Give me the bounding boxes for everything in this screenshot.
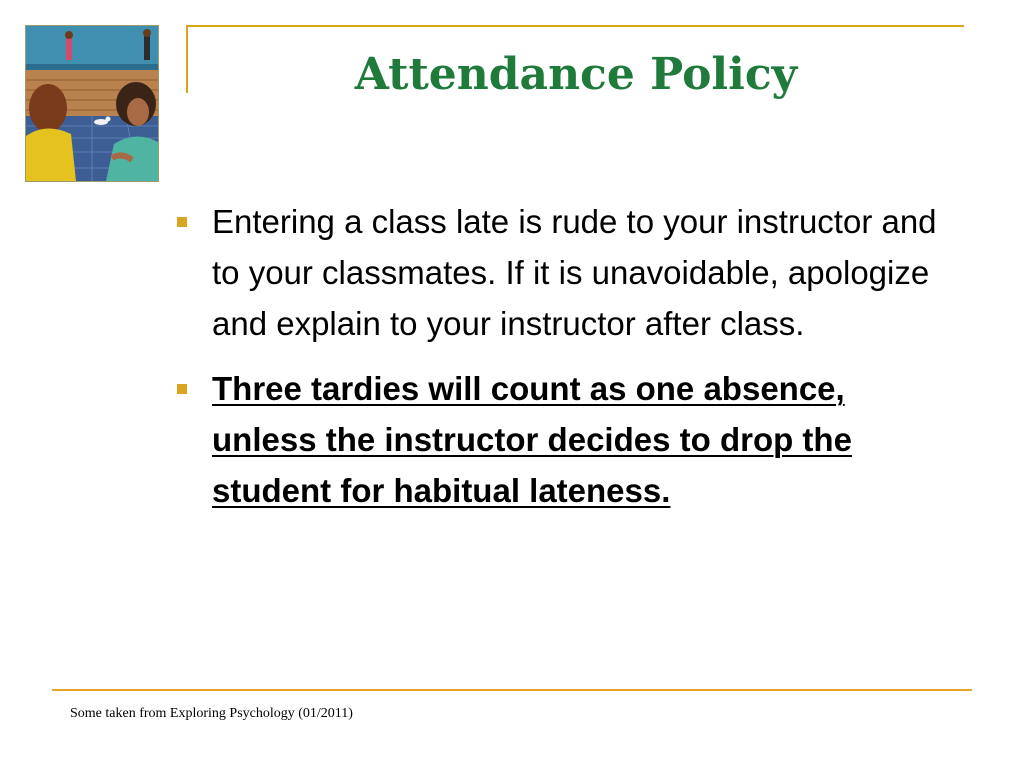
- bullet-item: [172, 363, 952, 516]
- book-cover-image: [25, 25, 159, 182]
- footer-divider: [52, 689, 972, 691]
- bullet-list: [172, 196, 952, 530]
- bullet-text-emphasized: Three tardies will count as one absence, unless the instructor decides to drop the student for habitual lateness.: [212, 370, 852, 509]
- bullet-item: [172, 196, 952, 349]
- book-cover-illustration: [26, 26, 158, 181]
- bullet-text: Entering a class late is rude to your instructor and to your classmates. If it is unavoidable, apologize and explain to your instructor after class.: [212, 203, 937, 342]
- square-bullet-icon: [177, 217, 187, 227]
- footer-source-note: Some taken from Exploring Psychology (01/2011): [70, 706, 353, 721]
- title-frame-horizontal-line: [186, 25, 964, 27]
- slide-title: Attendance Policy: [354, 49, 798, 100]
- square-bullet-icon: [177, 384, 187, 394]
